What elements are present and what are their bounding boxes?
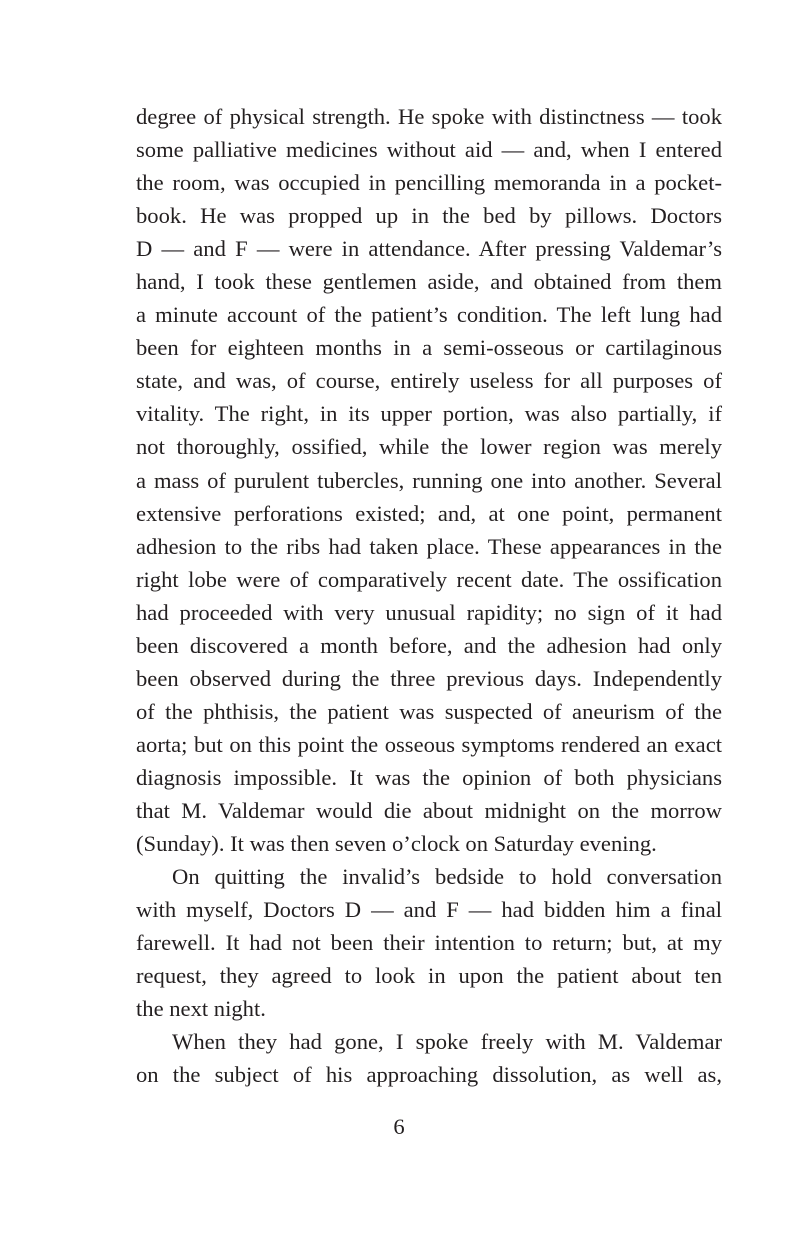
- text-line: been observed during the three previous days. Independently: [136, 665, 722, 691]
- text-line: the room, was occupied in pencilling memoranda in a pocket-: [136, 170, 722, 196]
- text-line: adhesion to the ribs had taken place. These appearances in the: [136, 533, 722, 559]
- text-line: right lobe were of comparatively recent date. The ossification: [136, 566, 722, 592]
- text-line: not thoroughly, ossified, while the lower region was merely: [136, 434, 722, 460]
- text-line: aorta; but on this point the osseous symptoms rendered an exact: [136, 731, 722, 757]
- text-line: had proceeded with very unusual rapidity; no sign of it had: [136, 599, 722, 625]
- paragraph: [136, 1025, 722, 1091]
- text-line: been discovered a month before, and the adhesion had only: [136, 632, 722, 658]
- text-line: a mass of purulent tubercles, running one into another. Several: [136, 467, 722, 493]
- text-line: that M. Valdemar would die about midnight on the morrow: [136, 797, 722, 823]
- text-line: D — and F — were in attendance. After pressing Valdemar’s: [136, 236, 722, 262]
- text-line: extensive perforations existed; and, at one point, permanent: [136, 500, 722, 526]
- text-line: When they had gone, I spoke freely with M. Valdemar: [172, 1029, 722, 1055]
- text-line: vitality. The right, in its upper portion, was also partially, if: [136, 401, 722, 427]
- text-line: On quitting the invalid’s bedside to hold conversation: [172, 864, 722, 890]
- paragraph: [136, 860, 722, 1025]
- text-line: book. He was propped up in the bed by pillows. Doctors: [136, 203, 722, 229]
- text-line: state, and was, of course, entirely useless for all purposes of: [136, 368, 722, 394]
- text-line: some palliative medicines without aid — and, when I entered: [136, 137, 722, 163]
- text-line: with myself, Doctors D — and F — had bidden him a final: [136, 897, 722, 923]
- paragraph: [136, 100, 722, 860]
- text-line: of the phthisis, the patient was suspected of aneurism of the: [136, 698, 722, 724]
- text-line: degree of physical strength. He spoke with distinctness — took: [136, 104, 722, 129]
- text-line: been for eighteen months in a semi-osseous or cartilaginous: [136, 335, 722, 361]
- text-line: request, they agreed to look in upon the patient about ten: [136, 963, 722, 989]
- text-line: the next night.: [136, 996, 266, 1022]
- page-number: 6: [393, 1114, 405, 1139]
- text-line: hand, I took these gentlemen aside, and obtained from them: [136, 269, 722, 295]
- body-text: [136, 100, 722, 1091]
- text-line: on the subject of his approaching dissolution, as well as,: [136, 1062, 722, 1088]
- text-line: diagnosis impossible. It was the opinion of both physicians: [136, 764, 722, 790]
- text-line: farewell. It had not been their intention to return; but, at my: [136, 930, 722, 956]
- text-line: a minute account of the patient’s condition. The left lung had: [136, 302, 722, 328]
- text-line: (Sunday). It was then seven o’clock on Saturday evening.: [136, 831, 657, 857]
